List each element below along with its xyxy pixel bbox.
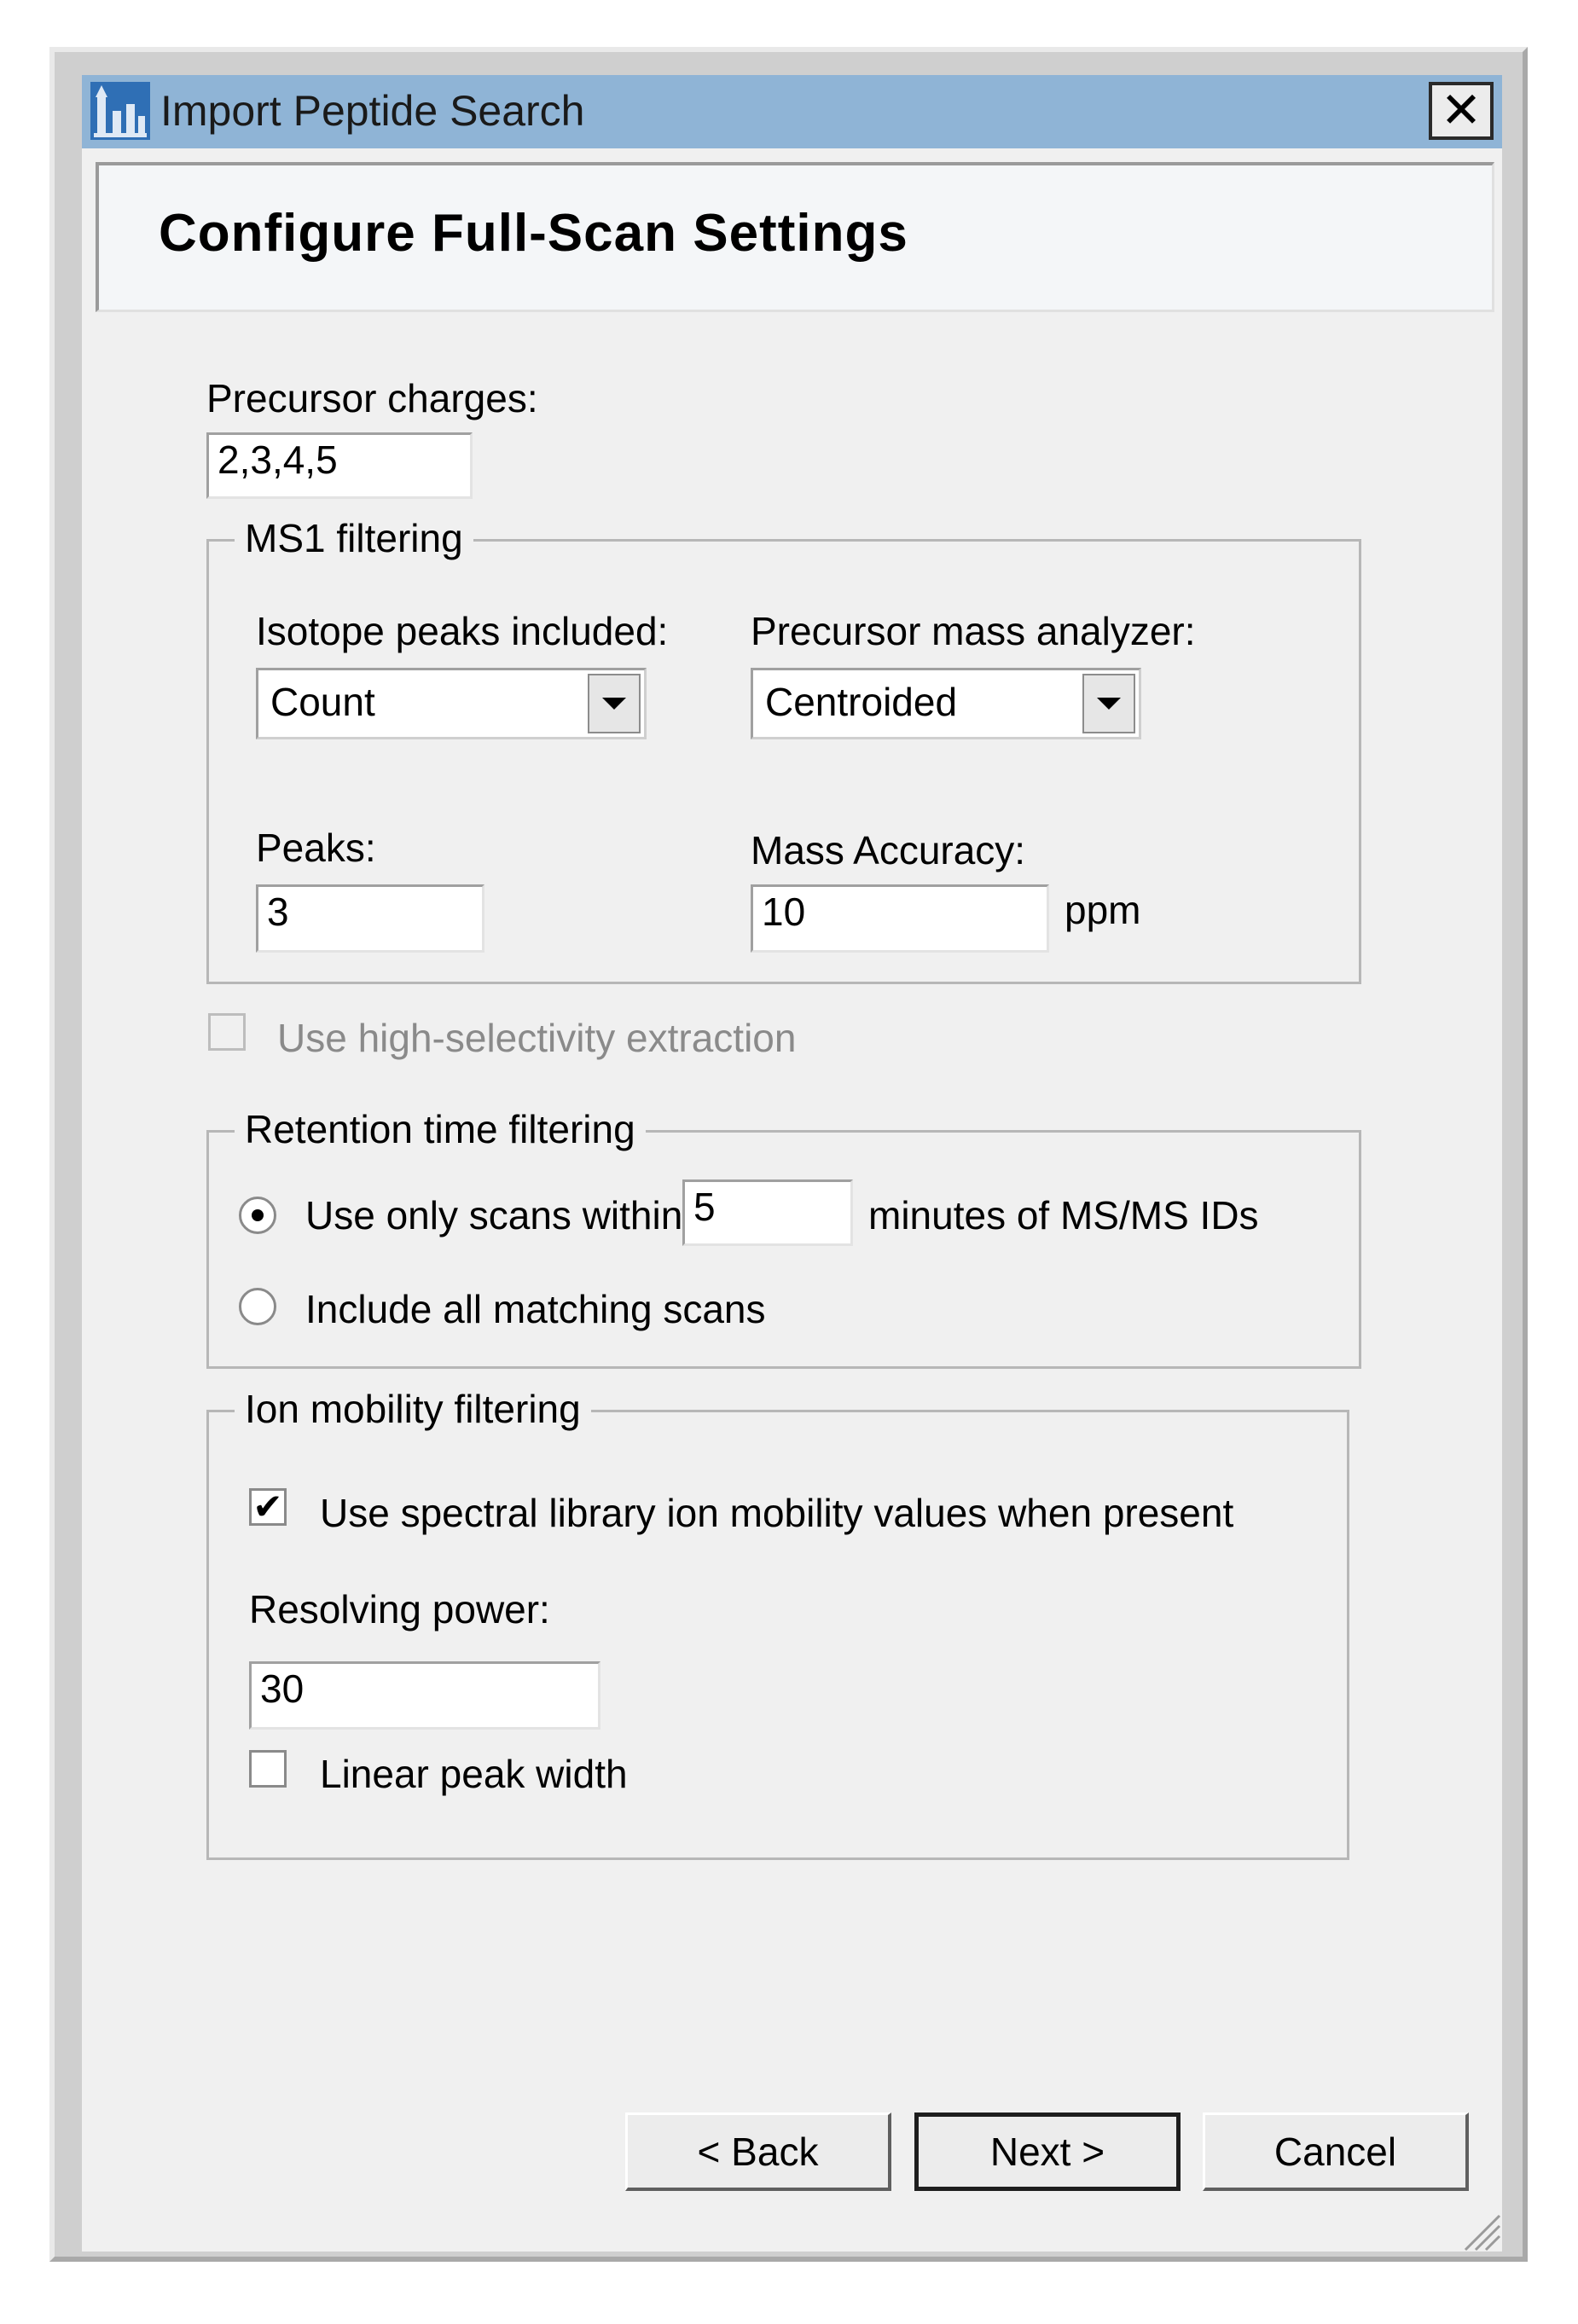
isotope-peaks-select[interactable] — [256, 668, 647, 739]
high-selectivity-label: Use high-selectivity extraction — [277, 1016, 797, 1060]
close-button[interactable] — [1429, 82, 1494, 140]
retention-within-label: Use only scans within — [305, 1193, 683, 1237]
radio-selected-dot — [252, 1209, 264, 1221]
precursor-charges-label: Precursor charges: — [206, 376, 538, 420]
isotope-peaks-dropdown-button[interactable] — [588, 674, 641, 733]
checkmark-icon: ✔ — [252, 1487, 283, 1527]
use-library-ion-mobility-label: Use spectral library ion mobility values when present — [320, 1491, 1234, 1535]
resolving-power-input[interactable]: 30 — [249, 1661, 600, 1730]
mass-analyzer-label: Precursor mass analyzer: — [751, 609, 1196, 653]
cancel-button[interactable]: Cancel — [1203, 2112, 1469, 2191]
title-bar[interactable] — [82, 75, 1502, 148]
isotope-peaks-label: Isotope peaks included: — [256, 609, 669, 653]
isotope-peaks-value: Count — [270, 680, 375, 724]
retention-within-suffix: minutes of MS/MS IDs — [868, 1193, 1259, 1237]
skyline-app-icon — [90, 82, 150, 140]
linear-peak-width-checkbox[interactable] — [249, 1750, 287, 1788]
mass-accuracy-input[interactable]: 10 — [751, 884, 1049, 953]
mass-analyzer-select[interactable] — [751, 668, 1141, 739]
resolving-power-label: Resolving power: — [249, 1587, 550, 1631]
ion-mobility-title: Ion mobility filtering — [235, 1383, 591, 1434]
retention-time-title: Retention time filtering — [235, 1104, 646, 1155]
peaks-input[interactable]: 3 — [256, 884, 484, 953]
linear-peak-width-label: Linear peak width — [320, 1752, 628, 1796]
retention-minutes-input[interactable]: 5 — [682, 1179, 853, 1246]
chevron-down-icon — [602, 698, 626, 710]
close-icon: ✕ — [1440, 83, 1482, 138]
mass-analyzer-value: Centroided — [765, 680, 958, 724]
page-header — [96, 162, 1494, 312]
next-button[interactable]: Next > — [914, 2112, 1181, 2191]
chevron-down-icon — [1097, 698, 1121, 710]
ppm-unit-label: ppm — [1065, 888, 1141, 932]
retention-all-label: Include all matching scans — [305, 1287, 766, 1331]
precursor-charges-input[interactable]: 2,3,4,5 — [206, 432, 473, 499]
retention-time-group — [206, 1107, 1361, 1369]
high-selectivity-checkbox[interactable] — [208, 1013, 246, 1051]
use-library-ion-mobility-checkbox[interactable] — [249, 1488, 287, 1526]
page-title: Configure Full-Scan Settings — [159, 204, 908, 263]
mass-analyzer-dropdown-button[interactable] — [1082, 674, 1135, 733]
retention-all-radio[interactable] — [239, 1288, 276, 1325]
resize-grip-icon[interactable] — [1459, 2209, 1501, 2252]
back-button[interactable]: < Back — [625, 2112, 891, 2191]
peaks-label: Peaks: — [256, 826, 376, 870]
mass-accuracy-label: Mass Accuracy: — [751, 828, 1026, 872]
window-title: Import Peptide Search — [160, 87, 585, 135]
retention-within-radio[interactable] — [239, 1197, 276, 1234]
ms1-filtering-title: MS1 filtering — [235, 513, 473, 564]
